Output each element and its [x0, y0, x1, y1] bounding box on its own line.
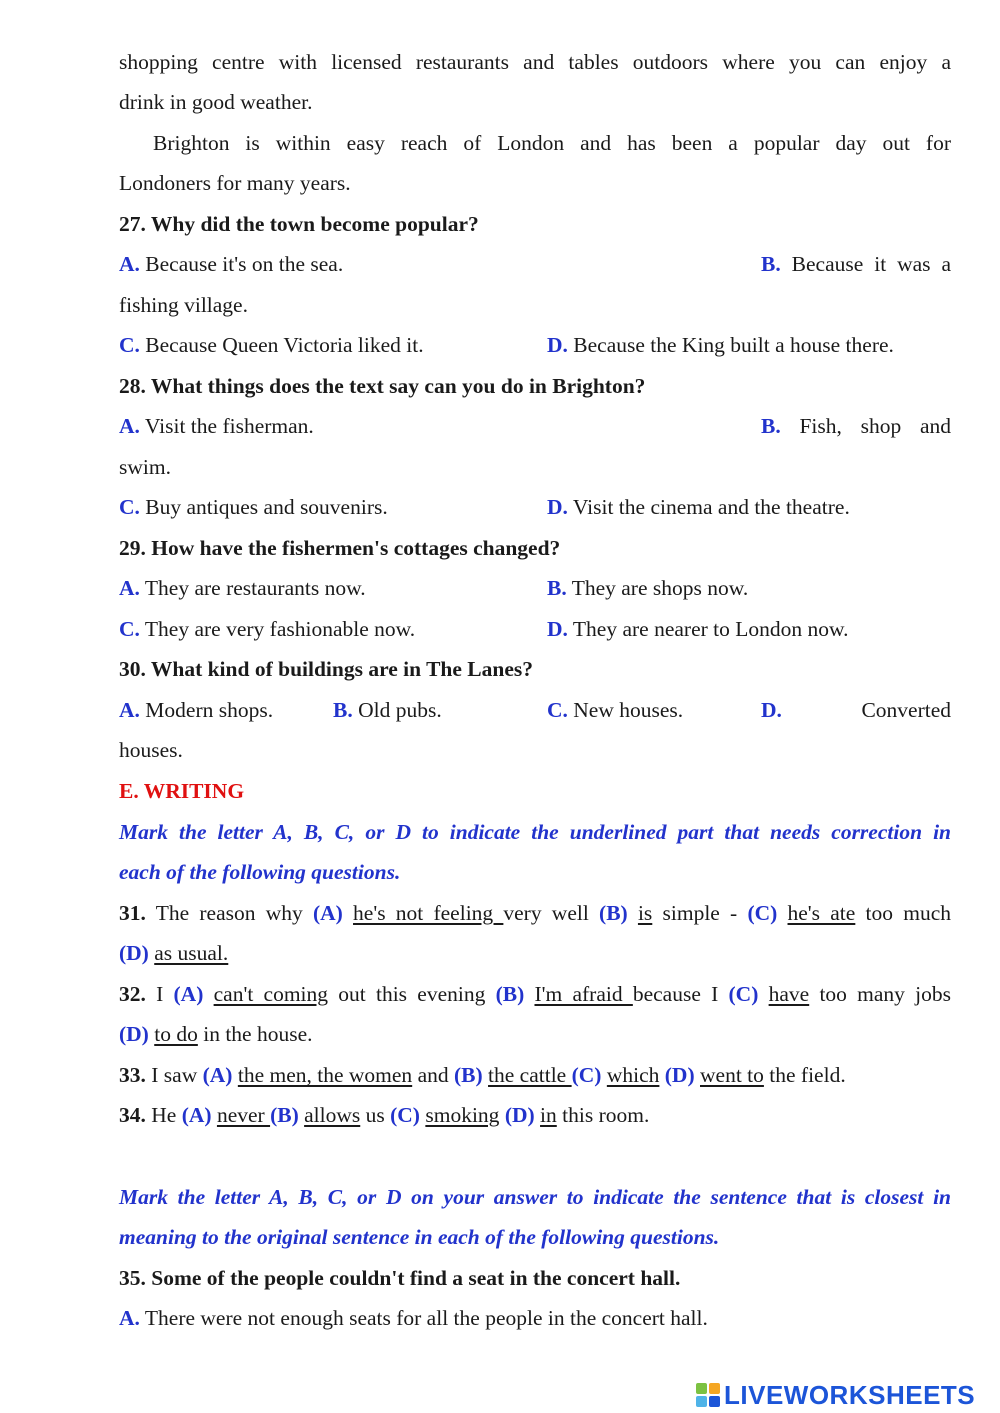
option-letter: C.: [119, 617, 140, 641]
q30-option-a[interactable]: [119, 690, 273, 730]
option-letter: B.: [547, 576, 567, 600]
question-number: 32.: [119, 982, 146, 1006]
q30-option-b[interactable]: [333, 690, 442, 730]
question-32-cont: [119, 1014, 951, 1054]
option-letter: B.: [761, 414, 781, 438]
instruction-line: meaning to the original sentence in each of the following questions.: [119, 1225, 720, 1249]
underlined-part-a[interactable]: he's not feeling: [353, 901, 504, 925]
option-letter: A.: [119, 698, 140, 722]
option-text: Because the King built a house there.: [573, 333, 894, 357]
option-text: Old pubs.: [358, 698, 442, 722]
underlined-part-d[interactable]: as usual.: [154, 941, 229, 965]
option-text: There were not enough seats for all the people in the concert hall.: [144, 1306, 708, 1330]
q29-option-d[interactable]: [547, 609, 849, 649]
q27-options-row-1: [119, 244, 951, 284]
option-label-a[interactable]: (A): [312, 901, 343, 925]
option-label-c[interactable]: (C): [747, 901, 778, 925]
q29-option-c[interactable]: [119, 609, 415, 649]
passage-line: drink in good weather.: [119, 90, 313, 114]
q28-option-d[interactable]: [547, 487, 850, 527]
q27-option-c[interactable]: [119, 325, 424, 365]
q30-option-d-wrap: houses.: [119, 738, 183, 762]
question-35: 35. Some of the people couldn't find a seat in the concert hall.: [119, 1266, 681, 1290]
q29-options-row-2: [119, 609, 951, 649]
option-letter: B.: [333, 698, 353, 722]
question-30: 30. What kind of buildings are in The Lanes?: [119, 657, 534, 681]
liveworksheets-wordmark: LIVEWORKSHEETS: [724, 1379, 976, 1410]
option-label-a[interactable]: (A): [181, 1103, 212, 1127]
q35-option-a[interactable]: [119, 1298, 951, 1338]
sentence-text: simple -: [662, 901, 738, 925]
q29-option-b[interactable]: [547, 568, 748, 608]
question-number: 34.: [119, 1103, 146, 1127]
option-letter: D.: [547, 495, 568, 519]
question-32: [119, 974, 951, 1014]
underlined-part-d[interactable]: in: [540, 1103, 557, 1127]
underlined-part-b[interactable]: I'm afraid: [534, 982, 633, 1006]
instruction-line: each of the following questions.: [119, 860, 401, 884]
option-letter: D.: [547, 617, 568, 641]
option-letter: A.: [119, 1306, 140, 1330]
underlined-part-a[interactable]: the men, the women: [237, 1063, 413, 1087]
option-label-b[interactable]: (B): [495, 982, 525, 1006]
sentence-text: us: [365, 1103, 385, 1127]
underlined-part-c[interactable]: he's ate: [787, 901, 856, 925]
q28-option-b-wrap: swim.: [119, 455, 171, 479]
sentence-text: the field.: [769, 1063, 846, 1087]
underlined-part-a[interactable]: never: [216, 1103, 271, 1127]
question-number: 33.: [119, 1063, 146, 1087]
q29-options-row-1: [119, 568, 951, 608]
passage-line: Londoners for many years.: [119, 171, 351, 195]
sentence-text: too many jobs: [819, 982, 951, 1006]
logo-square: [709, 1383, 720, 1394]
option-letter: D.: [547, 333, 568, 357]
option-text: Visit the fisherman.: [144, 414, 314, 438]
logo-square: [696, 1383, 707, 1394]
option-letter: B.: [761, 252, 781, 276]
underlined-part-d[interactable]: to do: [154, 1022, 198, 1046]
underlined-part-c[interactable]: which: [606, 1063, 660, 1087]
question-34: [119, 1095, 951, 1135]
q28-options-row-1: [119, 406, 951, 446]
q27-option-a[interactable]: [119, 244, 343, 284]
q27-option-d[interactable]: [547, 325, 894, 365]
question-33: [119, 1055, 951, 1095]
underlined-part-c[interactable]: have: [768, 982, 810, 1006]
option-label-b[interactable]: (B): [599, 901, 628, 925]
option-label-d[interactable]: (D): [504, 1103, 535, 1127]
option-text: They are restaurants now.: [144, 576, 366, 600]
sentence-text: I saw: [151, 1063, 198, 1087]
q29-option-a[interactable]: [119, 568, 366, 608]
option-label-d[interactable]: (D): [119, 1022, 149, 1046]
liveworksheets-logo: [696, 1380, 975, 1410]
sentence-text: He: [151, 1103, 177, 1127]
option-label-a[interactable]: (A): [173, 982, 204, 1006]
logo-square: [696, 1396, 707, 1407]
logo-square: [709, 1396, 720, 1407]
option-text: Buy antiques and souvenirs.: [145, 495, 388, 519]
sentence-text: The reason why: [155, 901, 303, 925]
q27-option-b[interactable]: [761, 244, 951, 284]
instruction-line: Mark the letter A, B, C, or D on your answer to indicate the sentence that is closest in: [119, 1185, 951, 1209]
question-29: 29. How have the fishermen's cottages changed?: [119, 536, 561, 560]
option-label-c[interactable]: (C): [390, 1103, 420, 1127]
underlined-part-c[interactable]: smoking: [425, 1103, 500, 1127]
option-label-c[interactable]: (C): [571, 1063, 602, 1087]
option-text: They are very fashionable now.: [144, 617, 416, 641]
underlined-part-a[interactable]: can't coming: [213, 982, 329, 1006]
sentence-text: this room.: [562, 1103, 650, 1127]
question-27: 27. Why did the town become popular?: [119, 212, 479, 236]
option-text: They are shops now.: [571, 576, 749, 600]
option-label-b[interactable]: (B): [453, 1063, 483, 1087]
section-heading-writing: E. WRITING: [119, 779, 245, 803]
option-letter: C.: [547, 698, 568, 722]
sentence-text: too much: [865, 901, 952, 925]
sentence-text: very well: [503, 901, 589, 925]
option-letter: A.: [119, 576, 140, 600]
q28-options-row-2: [119, 487, 951, 527]
q28-option-b[interactable]: [761, 406, 951, 446]
option-text: New houses.: [573, 698, 684, 722]
option-text: Modern shops.: [145, 698, 274, 722]
question-number: 31.: [119, 901, 146, 925]
question-31-cont: [119, 933, 951, 973]
option-label-d[interactable]: (D): [664, 1063, 695, 1087]
sentence-text: I: [156, 982, 164, 1006]
option-letter: D.: [761, 698, 782, 722]
q28-option-a[interactable]: [119, 406, 314, 446]
option-letter: C.: [119, 495, 140, 519]
option-label-a[interactable]: (A): [202, 1063, 233, 1087]
option-text: Fish, shop and: [799, 414, 951, 438]
underlined-part-d[interactable]: went to: [700, 1063, 764, 1087]
sentence-text: out this evening: [338, 982, 486, 1006]
passage-line: Brighton is within easy reach of London and has been a popular day out for: [153, 131, 951, 155]
sentence-text: and: [417, 1063, 449, 1087]
q27-option-b-wrap: fishing village.: [119, 293, 248, 317]
option-letter: A.: [119, 414, 140, 438]
passage-line: shopping centre with licensed restaurants and tables outdoors where you can enjoy a: [119, 50, 951, 74]
option-letter: A.: [119, 252, 140, 276]
option-text: They are nearer to London now.: [572, 617, 849, 641]
q28-option-c[interactable]: [119, 487, 388, 527]
option-label-b[interactable]: (B): [270, 1103, 299, 1127]
liveworksheets-logo-icon: [696, 1383, 720, 1407]
instruction-line: Mark the letter A, B, C, or D to indicate the underlined part that needs correction in: [119, 820, 951, 844]
option-letter: C.: [119, 333, 140, 357]
option-text: Because Queen Victoria liked it.: [145, 333, 424, 357]
underlined-part-b[interactable]: allows: [304, 1103, 361, 1127]
q27-options-row-2: [119, 325, 951, 365]
question-31: [119, 893, 951, 933]
q30-options-row: [119, 690, 951, 730]
sentence-text: because I: [632, 982, 719, 1006]
underlined-part-b[interactable]: is: [637, 901, 653, 925]
sentence-text: in the house.: [203, 1022, 313, 1046]
option-label-c[interactable]: (C): [728, 982, 759, 1006]
option-text: Converted: [861, 698, 951, 722]
q30-option-c[interactable]: [547, 690, 683, 730]
option-text: Because it was a: [791, 252, 951, 276]
option-text: Visit the cinema and the theatre.: [572, 495, 850, 519]
option-text: Because it's on the sea.: [145, 252, 344, 276]
q30-option-d[interactable]: [761, 690, 951, 730]
underlined-part-b[interactable]: the cattle: [488, 1063, 572, 1087]
option-label-d[interactable]: (D): [119, 941, 149, 965]
question-28: 28. What things does the text say can you do in Brighton?: [119, 374, 646, 398]
